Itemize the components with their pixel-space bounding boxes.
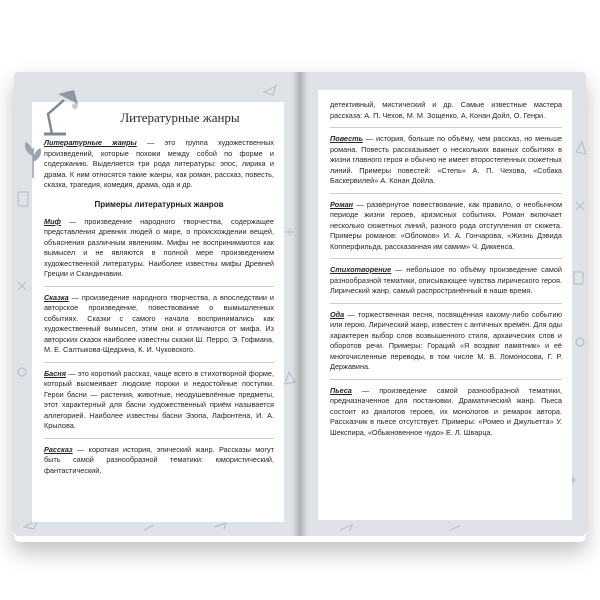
genre-entry-fairy-tale [44, 293, 274, 356]
genre-entry-novel [330, 200, 562, 253]
divider [44, 362, 274, 363]
term-label: Роман [330, 199, 354, 209]
plant-icon [22, 138, 44, 178]
left-page [14, 72, 300, 536]
definition-text: — небольшое по объёму произведение самой разнообразной тематики, описывающее чувства лирического героя. Лирический жанр, самый распространённый в наше время. [330, 265, 562, 295]
left-content-sheet [32, 102, 284, 522]
page-title: Литературные жанры [120, 110, 240, 125]
term-label: Пьеса [330, 385, 352, 395]
genre-entry-short-story [44, 445, 274, 477]
definition-text: — короткая история, эпический жанр. Рассказы могут быть самой разнообразной тематики: юмористический, фантастический, [44, 444, 274, 475]
right-page [300, 72, 586, 536]
divider [330, 127, 562, 128]
examples-heading: Примеры литературных жанров [94, 199, 224, 209]
genre-entry-play [330, 386, 562, 439]
genre-entry-ode [330, 310, 562, 373]
definition-text: — торжественная песня, посвящённая какому-либо событию или герою. Лирический жанр, известен с античных времён. Для оды характерен выбор слов возвышенного стиля, архаических слов и оборотов речи. Примеры: Гораций «Я воздвиг памятник» и её многочисленные переводы, в том числе М. В. Ломоносова, Г. Р. Державина. [330, 309, 562, 371]
term-label: Литературные жанры [44, 138, 137, 147]
definition-text: — произведение самой разнообразной тематики, предназначенное для постановки. Драматический жанр. Пьеса состоит из диалогов героев, их монологов и ремарок автора. Рассказчик в пьесе отсутствует. Примеры: «Ромео и Джульетта» У. Шекспира, «Обыкновенное чудо» Е. Л. Шварца. [330, 385, 562, 437]
term-label: Сказка [44, 292, 69, 302]
right-content-sheet [318, 90, 572, 520]
definition-text: — развёрнутое повествование, как правило, о необычном периоде жизни героев, кризисных событиях. Роман включает несколько сюжетных линий, разного рода отступления от сюжета. Примеры романов: «Обломов» И. А. Гончарова, «Жизнь Дэвида Копперфильда, рассказанная им самим» Ч. Диккенса. [330, 199, 562, 251]
divider [44, 286, 274, 287]
genre-entry-novella [330, 134, 562, 187]
book-spine [292, 72, 308, 536]
definition-text: — произведение народного творчества, а впоследствии и авторское произведение, повествование о вымышленных событиях. Сказки с самого начала воспринимались как художественный вымысел, этим они и отличаются от мифа. Из авторских сказок наиболее известны сказки Ш. Перро, Э. Гофмана, М. Е. Салтыкова-Щедрина, К. И. Чуковского. [44, 292, 274, 354]
term-label: Рассказ [44, 444, 73, 454]
definition-text: — это короткий рассказ, чаще всего в стихотворной форме, который высмеивает людские пороки и недостойные поступки. Герои басни — растения, животные, неодушевлённые предметы, этот характерный для басни художественный приём называется аллегорией. Наиболее известны басни Эзопа, Лафонтена, И. А. Крылова. [44, 368, 274, 430]
definition-text: — произведение народного творчества, содержащее представления древних людей о мире, о происхождении вещей, объяснения различным явлениям. Мифы не воспринимаются как вымысел и не являются в полной мере произведением художественной литературы. Наиболее известны мифы Древней Греции и Скандинавии. [44, 216, 274, 278]
genre-entry-poem [330, 265, 562, 297]
short-story-continuation: детективный, мистический и др. Самые известные мастера рассказа: А. П. Чехов, М. М. Зощенко, А. Конан Дойл, О. Генри. [330, 100, 562, 120]
intro-paragraph [44, 138, 274, 191]
term-label: Ода [330, 309, 345, 319]
term-label: Стихотворение [330, 265, 392, 274]
divider [330, 303, 562, 304]
divider [330, 258, 562, 259]
genre-entry-fable [44, 369, 274, 432]
definition-text: — это группа художественных произведений, которые похожи между собой по форме и содержанию. Выделяется три рода литературы: эпос, лирика и драма. К ним относятся такие жанры, как роман, рассказ, повесть, сказка, трагедия, комедия, драма, ода и др. [44, 138, 274, 189]
divider [44, 438, 274, 439]
divider [330, 193, 562, 194]
term-label: Повесть [330, 134, 363, 143]
genre-entry-myth [44, 217, 274, 280]
definition-text: — история, больше по объёму, чем рассказ, но меньше романа. Повесть рассказывает о нескольких важных событиях в жизни главного героя и обычно не имеет второстепенных сюжетных линий. Примеры повестей: «Степь» А. П. Чехова, «Собака Баскервилей» А. Конан Дойла. [330, 134, 562, 185]
term-label: Басня [44, 368, 66, 378]
term-label: Миф [44, 216, 61, 226]
divider [330, 379, 562, 380]
